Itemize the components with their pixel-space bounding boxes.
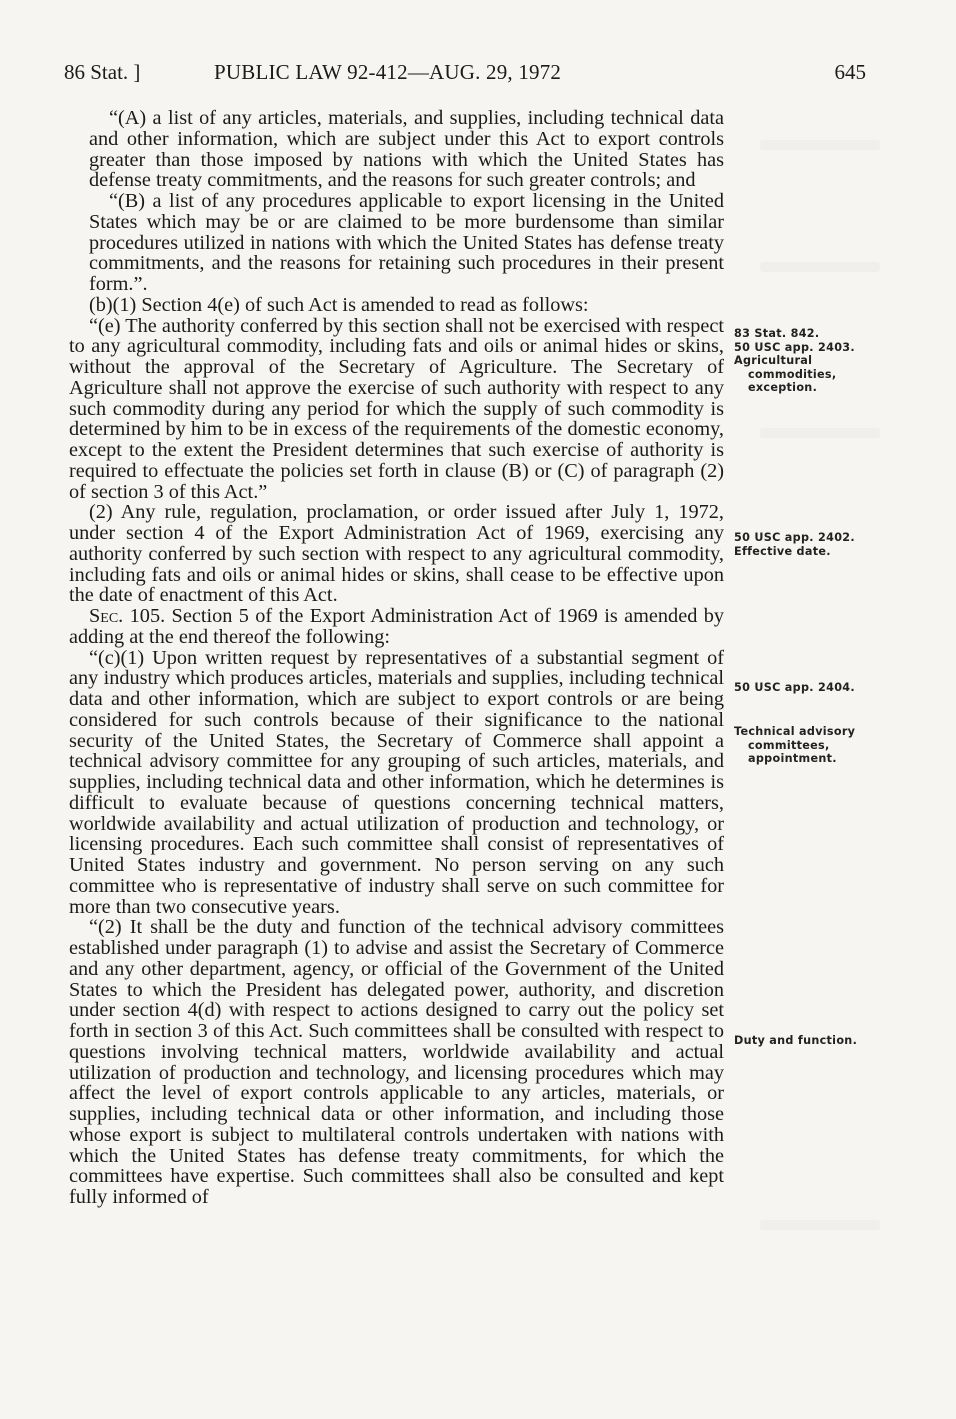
paragraph-c1-committees: “(c)(1) Upon written request by representatives of a substantial segment of any industry which produces articles, materials and supplies, including technical data and other information, which are subject to export controls or are being considered for such controls because of their significance to the national security of the United States, the Secretary of Commerce shall appoint a technical advisory committee for any grouping of such articles, materials, and supplies, including technical data and other information, which he determines is difficult to evaluate because of questions concerning technical matters, worldwide availability and actual utilization of production and technology, or licensing procedures. Each such committee shall consist of representatives of United States industry and government. No person serving on any such committee who is representative of industry shall serve on such committee for more than two consecutive years.: [69, 646, 724, 918]
note-duty-function: Duty and function.: [734, 1034, 858, 1047]
bleed-through-mark: [760, 262, 880, 272]
margin-note-sec-105: [734, 681, 869, 695]
paragraph-section-4e: “(e) The authority conferred by this section shall not be exercised with respect to any agricultural commodity, including fats and oils or animal hides or skins, without the approval of the Secretary of Agriculture. The Secretary of Agriculture shall not approve the exercise of such authority with respect to any such commodity during any period for which the supply of such commodity is determined by him to be in excess of the requirements of the domestic economy, except to the extent the President determines that such exercise of authority is required to effectuate the policies set forth in clause (B) or (C) of paragraph (2) of section 3 of this Act.”: [69, 314, 724, 503]
margin-note-effective-date: [734, 531, 869, 558]
paragraph-c2-duty: “(2) It shall be the duty and function of the technical advisory committees established under paragraph (1) to advise and assist the Secretary of Commerce and any other department, agency, or official of the Government of the United States to which the President has delegated power, authority, and discretion under section 4(d) with respect to actions designed to carry out the policy set forth in section 3 of this Act. Such committees shall be consulted with respect to questions involving technical matters, worldwide availability and actual utilization of production and technology, and licensing procedures which may affect the level of export controls applicable to any articles, materials, or supplies, including technical data or other information, and including those whose export is subject to multilateral controls undertaken with nations with which the United States has defense treaty commitments, for which the committees have expertise. Such committees shall also be consulted and kept fully informed of: [69, 916, 724, 1208]
margin-note-technical-advisory: [734, 725, 869, 766]
paragraph-b-list: “(B) a list of any procedures applicable to export licensing in the United States which may be or are claimed to be more burdensome than similar procedures utilized in nations with which the United States has defense treaty commitments, and the reasons for retaining such procedures in their present form.”.: [89, 190, 724, 295]
paragraph-b1-amendment: (b)(1) Section 4(e) of such Act is amended to read as follows:: [89, 293, 589, 316]
paragraph-a-list: “(A) a list of any articles, materials, and supplies, including technical data and other information, which are subject under this Act to export controls greater than those imposed by nations with which the United States has defense treaty commitments, and the reasons for such greater controls; and: [89, 107, 724, 192]
bleed-through-mark: [760, 428, 880, 438]
page-number: 645: [834, 60, 866, 84]
margin-note-duty: [734, 1034, 869, 1048]
note-usc-2404: 50 USC app. 2404.: [734, 681, 855, 694]
section-105-text: 105. Section 5 of the Export Administration Act of 1969 is amended by adding at the end thereof the following:: [69, 605, 725, 648]
paragraph-b2-rule: (2) Any rule, regulation, proclamation, or order issued after July 1, 1972, under section 4 of the Export Administration Act of 1969, exercising any authority conferred by such section with respect to any agricultural commodity, including fats and oils or animal hides or skins, shall cease to be effective upon the date of enactment of this Act.: [69, 501, 724, 607]
note-usc-2402: 50 USC app. 2402.: [734, 531, 855, 544]
note-effective-date: Effective date.: [734, 544, 831, 558]
header-volume: 86 Stat. ]: [64, 60, 141, 84]
note-agricultural-exception: Agricultural commodities, exception.: [734, 354, 837, 395]
bleed-through-mark: [760, 1220, 880, 1230]
header-title: PUBLIC LAW 92-412—AUG. 29, 1972: [214, 60, 562, 84]
paragraph-sec-105: [69, 606, 724, 648]
body-text: [69, 108, 724, 1208]
margin-note-agricultural: [734, 327, 869, 395]
note-usc-2403: 50 USC app. 2403.: [734, 340, 855, 354]
note-technical-advisory: Technical advisory committees, appointment.: [734, 725, 856, 766]
section-label: Sec.: [89, 605, 124, 627]
bleed-through-mark: [760, 140, 880, 150]
note-stat-ref: 83 Stat. 842.: [734, 327, 820, 340]
